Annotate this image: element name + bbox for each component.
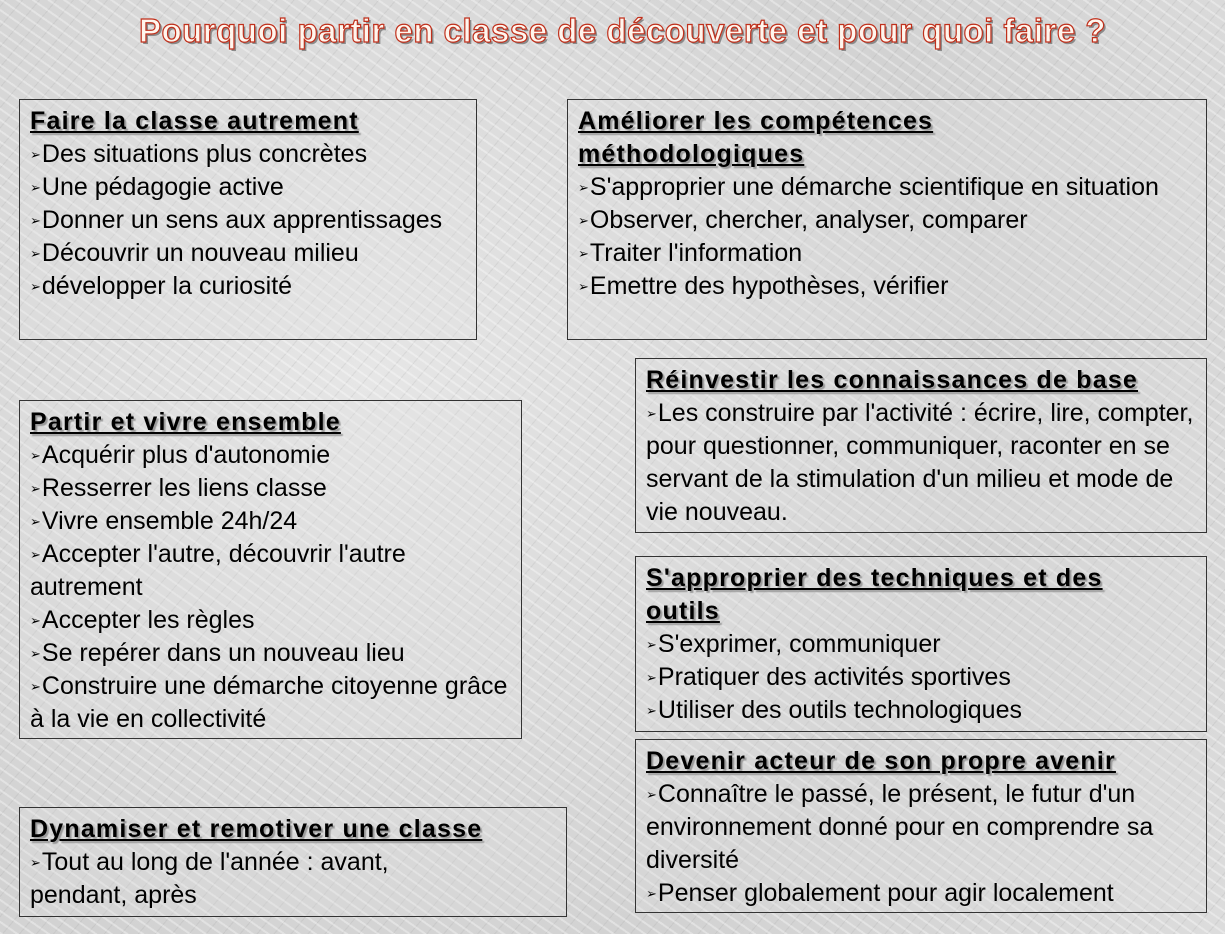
arrow-bullet-icon: ➢ [30,448,41,463]
list-item-text: Observer, chercher, analyser, comparer [589,206,1028,234]
box-heading: Partir et vivre ensemble [30,408,341,436]
box-faire-la-classe-autrement [19,99,477,340]
list-item [30,270,466,303]
list-item-text: Tout au long de l'année : avant, pendant, après [30,848,389,909]
list-item [646,628,1196,661]
list-item [30,846,450,912]
list-item [30,204,466,237]
list-item-text: Acquérir plus d'autonomie [41,441,331,469]
bullet-list [646,628,1196,727]
list-item-text: Les construire par l'activité : écrire, lire, compter, pour questionner, communiquer, raconter en se servant de la stimulation d'un milieu et mode de vie nouveau. [646,399,1194,526]
list-item [30,538,511,604]
arrow-bullet-icon: ➢ [30,679,41,694]
arrow-bullet-icon: ➢ [578,213,589,228]
list-item [578,204,1196,237]
list-item-text: Penser globalement pour agir localement [657,879,1114,907]
box-heading: Dynamiser et remotiver une classe [30,815,483,843]
list-item [646,661,1196,694]
list-item [30,505,511,538]
bullet-list [30,138,466,303]
list-item-text: Se repérer dans un nouveau lieu [41,639,405,667]
list-item [30,604,511,637]
bullet-list [646,397,1196,529]
list-item-text: Vivre ensemble 24h/24 [41,507,298,535]
list-item-text: Découvrir un nouveau milieu [41,239,359,267]
arrow-bullet-icon: ➢ [30,646,41,661]
box-reinvestir-les-connaissances [635,358,1207,533]
list-item [30,237,466,270]
box-sapproprier-des-techniques [635,556,1207,732]
list-item-text: Donner un sens aux apprentissages [41,206,443,234]
list-item [30,637,511,670]
arrow-bullet-icon: ➢ [30,279,41,294]
list-item [646,694,1196,727]
arrow-bullet-icon: ➢ [646,406,657,421]
box-heading: Devenir acteur de son propre avenir [646,747,1116,775]
bullet-list [30,846,556,912]
list-item-text: S'approprier une démarche scientifique en situation [589,173,1159,201]
list-item-text: Resserrer les liens classe [41,474,327,502]
arrow-bullet-icon: ➢ [30,514,41,529]
list-item-text: Traiter l'information [589,239,803,267]
list-item [646,778,1196,877]
box-devenir-acteur [635,739,1207,913]
box-partir-et-vivre-ensemble [19,400,522,739]
list-item [578,270,1196,303]
list-item-text: Connaître le passé, le présent, le futur d'un environnement donné pour en comprendre sa diversité [646,780,1154,874]
list-item [30,670,511,736]
list-item-text: Utiliser des outils technologiques [657,696,1022,724]
list-item-text: Des situations plus concrètes [41,140,368,168]
list-item-text: Construire une démarche citoyenne grâce à la vie en collectivité [30,672,508,733]
bullet-list [30,439,511,736]
list-item [646,877,1196,910]
arrow-bullet-icon: ➢ [30,613,41,628]
arrow-bullet-icon: ➢ [646,637,657,652]
list-item [30,171,466,204]
arrow-bullet-icon: ➢ [30,547,41,562]
list-item-text: Accepter les règles [41,606,255,634]
arrow-bullet-icon: ➢ [578,279,589,294]
arrow-bullet-icon: ➢ [646,703,657,718]
arrow-bullet-icon: ➢ [646,787,657,802]
bullet-list [646,778,1196,910]
arrow-bullet-icon: ➢ [30,147,41,162]
box-heading: Faire la classe autrement [30,107,359,135]
arrow-bullet-icon: ➢ [646,886,657,901]
arrow-bullet-icon: ➢ [30,855,41,870]
box-heading: Améliorer les compétences méthodologiques [578,107,934,168]
list-item-text: développer la curiosité [41,272,293,300]
box-heading: S'approprier des techniques et des outils [646,564,1103,625]
arrow-bullet-icon: ➢ [578,180,589,195]
list-item-text: Accepter l'autre, découvrir l'autre autrement [30,540,406,601]
list-item-text: S'exprimer, communiquer [657,630,941,658]
box-heading: Réinvestir les connaissances de base [646,366,1139,394]
box-dynamiser-et-remotiver [19,807,567,917]
page-title: Pourquoi partir en classe de découverte et pour quoi faire ? [138,12,1107,49]
arrow-bullet-icon: ➢ [646,670,657,685]
arrow-bullet-icon: ➢ [30,213,41,228]
box-ameliorer-les-competences [567,99,1207,340]
list-item [30,138,466,171]
list-item-text: Pratiquer des activités sportives [657,663,1011,691]
bullet-list [578,171,1196,303]
arrow-bullet-icon: ➢ [30,246,41,261]
list-item [646,397,1196,529]
list-item-text: Emettre des hypothèses, vérifier [589,272,949,300]
list-item [578,237,1196,270]
list-item [30,472,511,505]
list-item [578,171,1196,204]
arrow-bullet-icon: ➢ [578,246,589,261]
arrow-bullet-icon: ➢ [30,481,41,496]
list-item-text: Une pédagogie active [41,173,284,201]
list-item [30,439,511,472]
arrow-bullet-icon: ➢ [30,180,41,195]
